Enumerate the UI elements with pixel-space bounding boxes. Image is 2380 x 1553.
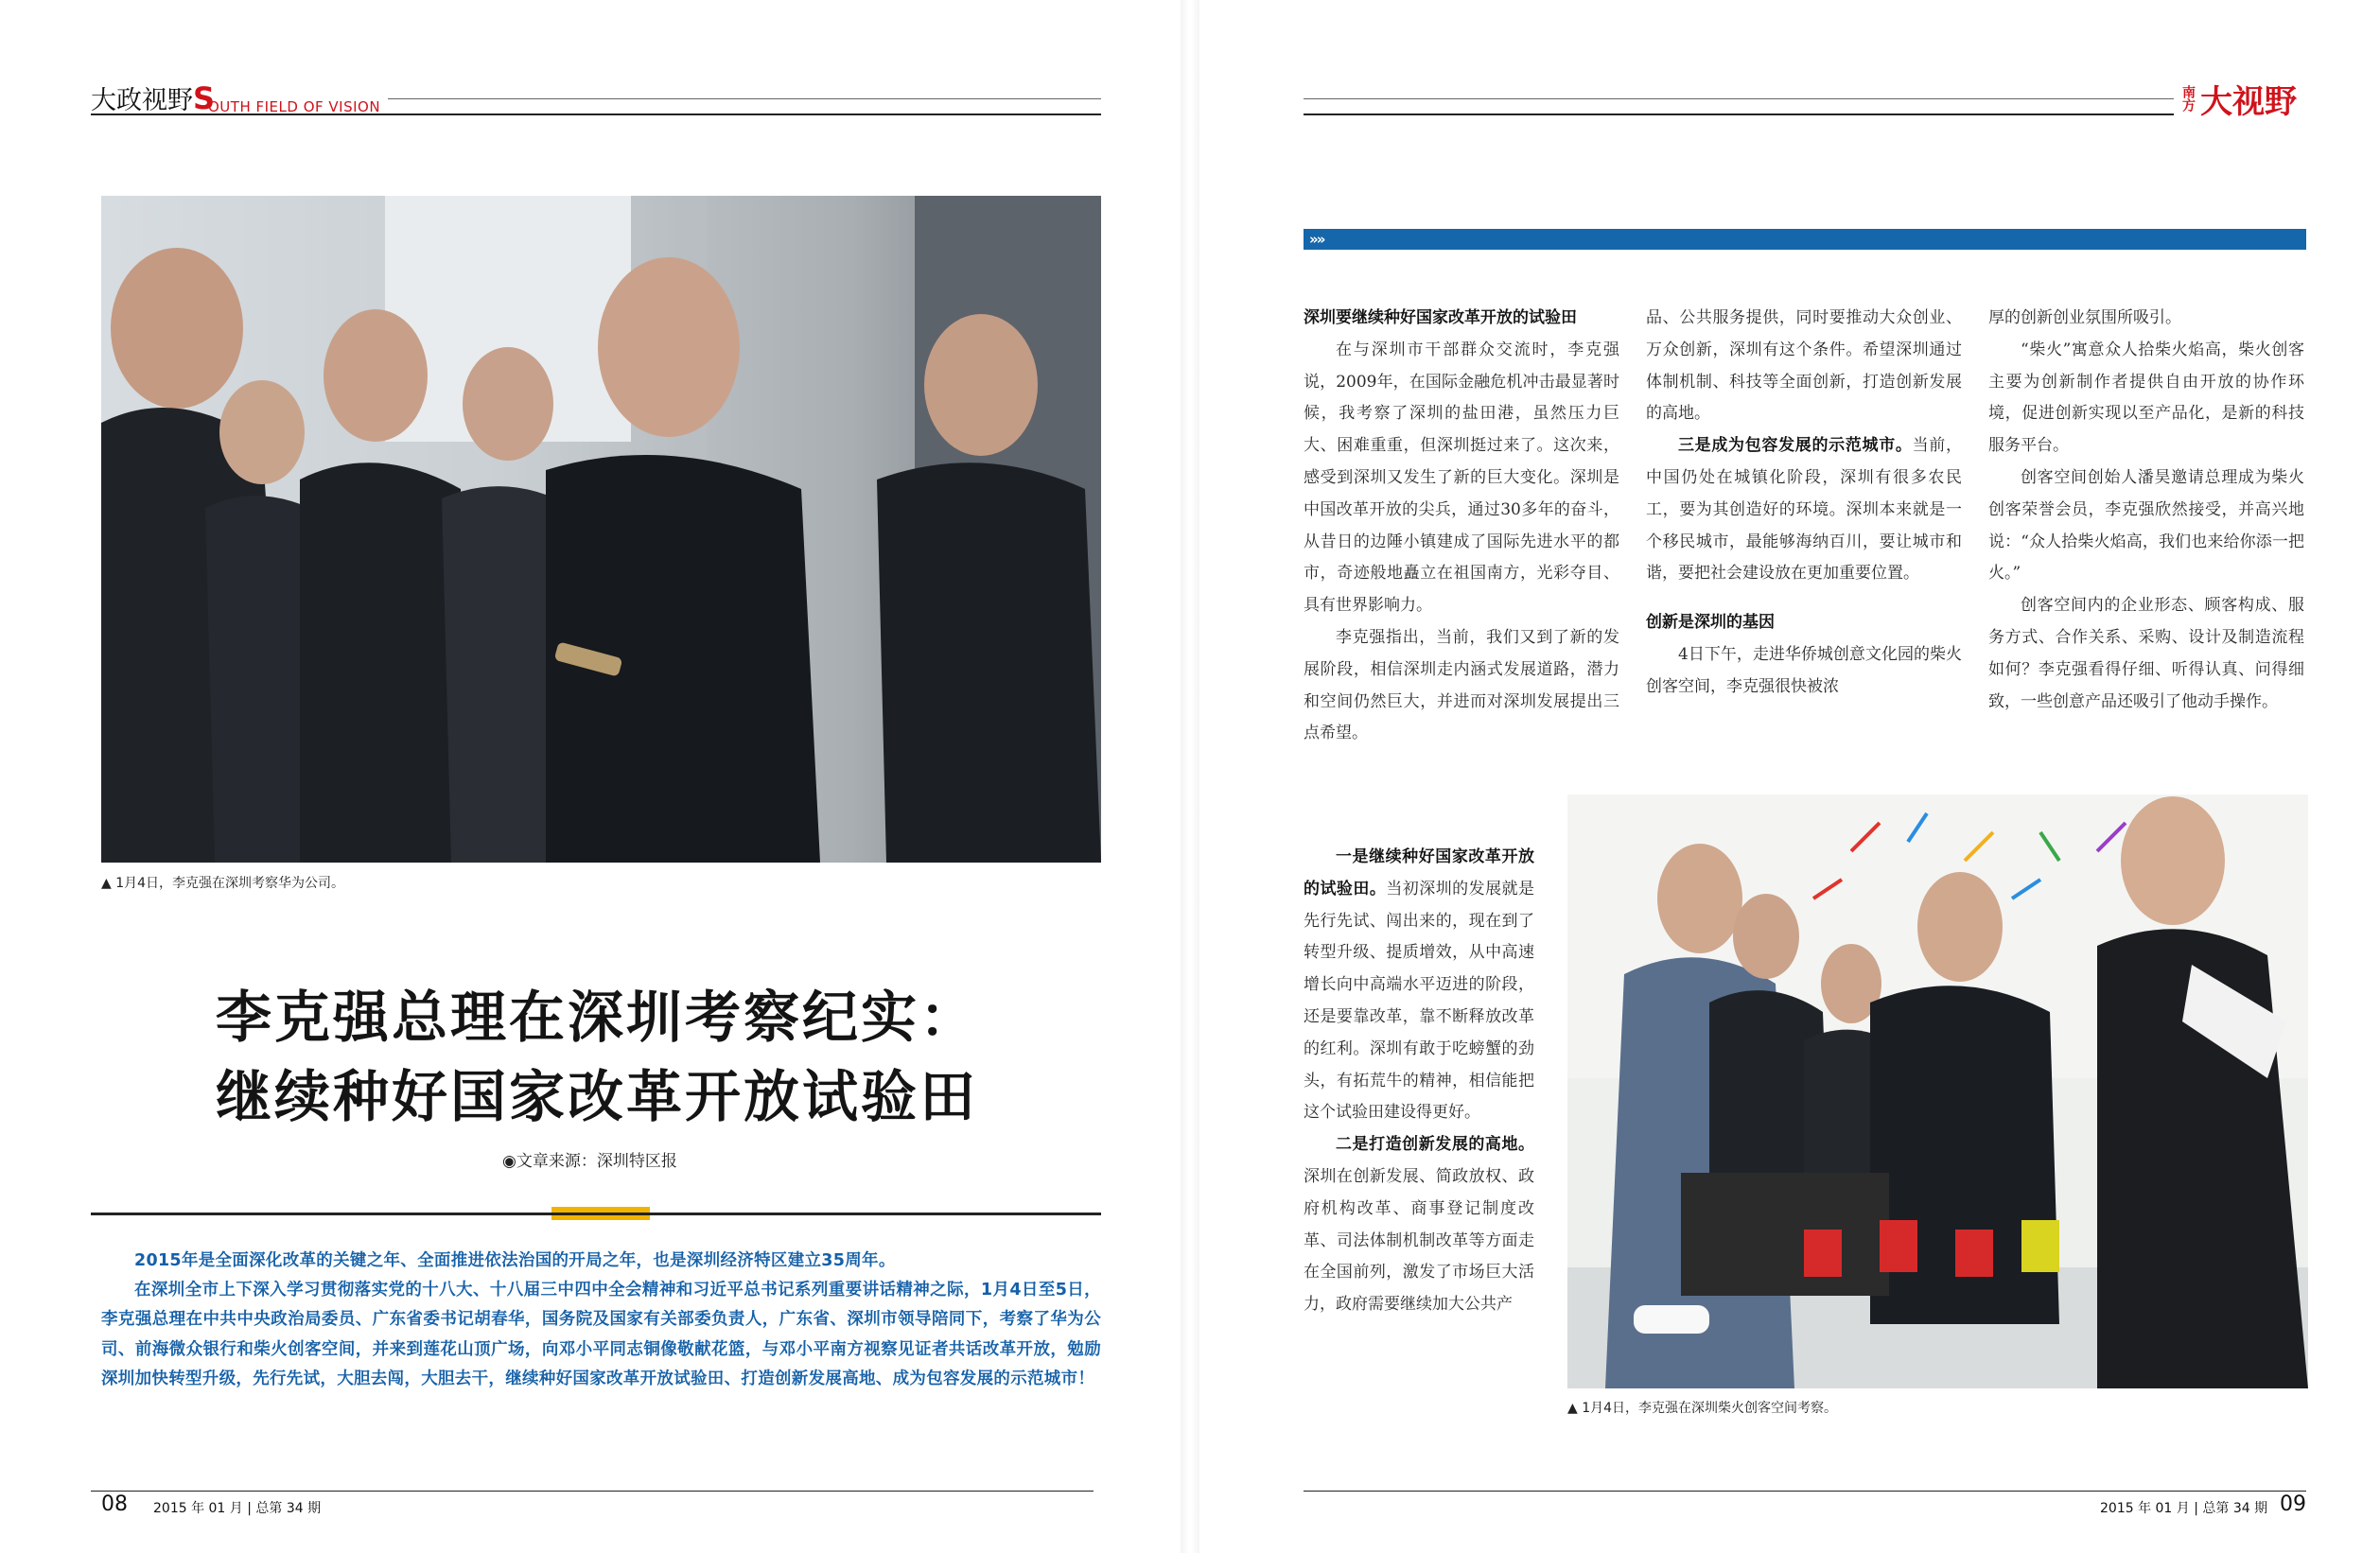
page-number-right: 09 [2280, 1492, 2306, 1516]
subheading-1: 深圳要继续种好国家改革开放的试验田 [1304, 308, 1577, 327]
col2-p2-leadin: 三是成为包容发展的示范城市。 [1678, 436, 1913, 456]
page-gutter [1181, 0, 1199, 1553]
magazine-logo: 大视野 [2200, 83, 2297, 121]
col2-p3: 4日下午，走进华侨城创意文化园的柴火创客空间，李克强很快被浓 [1646, 644, 1962, 696]
issue-info-right: 2015 年 01 月 | 总第 34 期 [2100, 1501, 2268, 1516]
col1-p4-leadin: 二是打造创新发展的高地。 [1336, 1135, 1534, 1155]
col1-p2: 李克强指出，当前，我们又到了新的发展阶段，相信深圳走内涵式发展道路，潜力和空间仍然巨大，并进而对深圳发展提出三点希望。 [1304, 627, 1619, 743]
column-2 [1646, 303, 1962, 704]
col1-p4-text: 深圳在创新发展、简政放权、政府机构改革、商事登记制度改革、司法体制机制改革等方面走在全国前列，激发了市场巨大活力，政府需要继续加大公共产 [1304, 1166, 1534, 1315]
lead-p2: 在深圳全市上下深入学习贯彻落实党的十八大、十八届三中四中全会精神和习近平总书记系列重要讲话精神之际，1月4日至5日，李克强总理在中共中央政治局委员、广东省委书记胡春华，国务院及国家有关部委负责人，广东省、深圳市领导陪同下，考察了华为公司、前海微众银行和柴火创客空间，并来到莲花山顶广场，向邓小平同志铜像敬献花篮，与邓小平南方视察见证者共话改革开放，勉励深圳加快转型升级，先行先试，大胆去闯，大胆去干，继续种好国家改革开放试验田、打造创新发展高地、成为包容发展的示范城市！ [101, 1281, 1101, 1388]
col1-p1: 在与深圳市干部群众交流时，李克强说，2009年，在国际金融危机冲击最显著时候，我考察了深圳的盐田港，虽然压力巨大、困难重重，但深圳挺过来了。这次来，感受到深圳又发生了新的巨大变化。深圳是中国改革开放的尖兵，通过30多年的奋斗，从昔日的边陲小镇建成了国际先进水平的都市，奇迹般地矗立在祖国南方，光彩夺目、具有世界影响力。 [1304, 340, 1619, 616]
col1-p3-leadin: 一是继续种好国家改革开放的试验田。 [1304, 847, 1534, 899]
photo-maker-space [1567, 794, 2308, 1388]
header-rule-thin-right [1304, 98, 2174, 99]
issue-info-left: 2015 年 01 月 | 总第 34 期 [153, 1501, 322, 1516]
col1-p3-text: 当初深圳的发展就是先行先试、闯出来的，现在到了转型升级、提质增效，从中高速增长向中高端水平迈进的阶段，还是要靠改革，靠不断释放改革的红利。深圳有敢于吃螃蟹的劲头，有拓荒牛的精神，相信能把这个试验田建设得更好。 [1304, 879, 1535, 1123]
section-bar [1304, 229, 2306, 250]
section-title-text: 大政视野 [91, 86, 193, 115]
article-source: ◉文章来源：深圳特区报 [502, 1152, 677, 1171]
chevron-icon: »» [1309, 231, 1324, 248]
col2-p1: 品、公共服务提供，同时要推动大众创业、万众创新，深圳有这个条件。希望深圳通过体制机制、科技等全面创新，打造创新发展的高地。 [1646, 308, 1962, 424]
col1-p4 [1304, 1129, 1534, 1321]
lead-paragraph [101, 1247, 1101, 1394]
column-1-top [1304, 303, 1619, 750]
section-title [91, 79, 215, 116]
section-initial: S [193, 80, 216, 116]
col2-p2-text: 当前，中国仍处在城镇化阶段，深圳有很多农民工，要为其创造好的环境。深圳本来就是一个移民城市，最能够海纳百川，要让城市和谐，要把社会建设放在更加重要位置。 [1646, 436, 1962, 584]
col3-p4: 创客空间内的企业形态、顾客构成、服务方式、合作关系、采购、设计及制造流程如何？李克强看得仔细、听得认真、问得细致，一些创意产品还吸引了他动手操作。 [1988, 596, 2304, 711]
header-rule-right [1304, 113, 2174, 115]
page-number-left: 08 [101, 1492, 128, 1516]
column-1-bottom [1304, 842, 1534, 1321]
headline-line2: 继续种好国家改革开放试验田 [216, 1064, 979, 1129]
col3-p1: 厚的创新创业氛围所吸引。 [1988, 308, 2181, 327]
footer-rule-right [1304, 1491, 2306, 1492]
header-rule [91, 113, 1101, 115]
lead-rule [91, 1213, 1101, 1215]
col1-p3 [1304, 842, 1534, 1129]
col3-p3: 创客空间创始人潘昊邀请总理成为柴火创客荣誉会员，李克强欣然接受，并高兴地说：“众人拾柴火焰高，我们也来给你添一把火。” [1988, 467, 2304, 584]
photo-caption: ▲ 1月4日，李克强在深圳考察华为公司。 [101, 876, 345, 891]
header-rule-thin [388, 98, 1101, 99]
lead-p1: 2015年是全面深化改革的关键之年、全面推进依法治国的开局之年，也是深圳经济特区建立35周年。 [134, 1251, 896, 1270]
column-3 [1988, 303, 2304, 718]
photo-huawei-visit [101, 196, 1101, 863]
headline-line1: 李克强总理在深圳考察纪实： [216, 985, 979, 1050]
subheading-2: 创新是深圳的基因 [1646, 613, 1775, 633]
mini-mark: 南方 [2180, 85, 2196, 112]
col2-p2 [1646, 430, 1962, 590]
col3-p2: “柴火”寓意众人拾柴火焰高，柴火创客主要为创新制作者提供自由开放的协作环境，促进创新实现以至产品化，是新的科技服务平台。 [1988, 340, 2304, 456]
footer-rule-left [91, 1491, 1094, 1492]
section-subtitle-en: OUTH FIELD OF VISION [208, 98, 381, 115]
photo2-caption: ▲ 1月4日，李克强在深圳柴火创客空间考察。 [1567, 1401, 1838, 1416]
